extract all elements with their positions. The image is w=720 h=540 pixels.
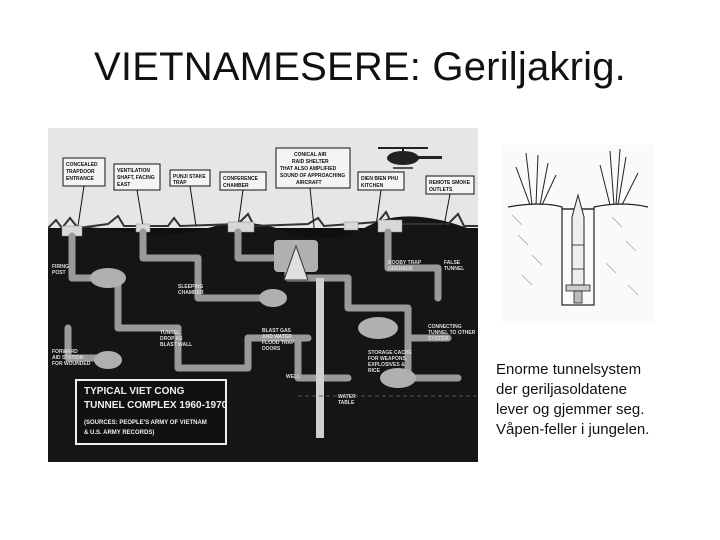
caption-line: lever og gjemmer seg. (496, 401, 645, 418)
label-tunnel-drop: TUNNEL (160, 330, 181, 336)
svg-text:AID STATION: AID STATION (52, 355, 84, 361)
caption-line: Våpen-feller i jungelen. (496, 421, 650, 438)
svg-text:TUNNEL TO OTHER: TUNNEL TO OTHER (428, 330, 476, 336)
label-firing-post: FIRING (52, 264, 69, 270)
label-forward-aid: FORWARD (52, 349, 78, 355)
svg-text:AIRCRAFT: AIRCRAFT (296, 180, 322, 186)
label-sleeping-chamber: SLEEPING (178, 284, 204, 290)
slide-title: VIETNAMESERE: Geriljakrig. (94, 45, 626, 89)
label-well: WELL (286, 374, 301, 380)
svg-text:DOORS: DOORS (262, 346, 281, 352)
slide-caption (496, 360, 706, 440)
label-booby-trap: BOOBY TRAP (388, 260, 422, 266)
svg-text:CHAMBER: CHAMBER (223, 183, 249, 189)
label-conference: CONFERENCE (223, 176, 259, 182)
svg-text:TUNNEL: TUNNEL (444, 266, 465, 272)
label-blast-gas: BLAST GAS (262, 328, 291, 334)
svg-text:CHAMBER: CHAMBER (178, 290, 204, 296)
svg-text:GRENADE: GRENADE (388, 266, 414, 272)
svg-text:EAST: EAST (117, 182, 131, 188)
tunnel-illustration (48, 128, 478, 462)
spike-trap-illustration (502, 145, 654, 323)
svg-text:RAID SHELTER: RAID SHELTER (292, 159, 329, 165)
svg-text:POST: POST (52, 270, 66, 276)
svg-text:RICE: RICE (368, 368, 380, 374)
label-dien-bien-phu: DIEN BIEN PHU (361, 176, 399, 182)
caption-line: Enorme tunnelsystem (496, 361, 642, 378)
legend-line-3: (SOURCES: PEOPLE'S ARMY OF VIETNAM (84, 420, 207, 426)
svg-text:OUTLETS: OUTLETS (429, 187, 453, 193)
svg-text:TRAPDOOR: TRAPDOOR (66, 169, 95, 175)
svg-text:TABLE: TABLE (338, 400, 355, 406)
svg-text:SOUND OF APPROACHING: SOUND OF APPROACHING (280, 173, 346, 179)
label-connecting: CONNECTING (428, 324, 462, 330)
svg-text:FOR WOUNDED: FOR WOUNDED (52, 361, 91, 367)
label-water-table: WATER (338, 394, 356, 400)
svg-text:FLOOD TRAP: FLOOD TRAP (262, 340, 295, 346)
diagram-legend (76, 380, 228, 444)
svg-text:FOR WEAPONS,: FOR WEAPONS, (368, 356, 408, 362)
svg-text:TRAP: TRAP (173, 180, 187, 186)
svg-text:KITCHEN: KITCHEN (361, 183, 384, 189)
legend-line-1: TYPICAL VIET CONG (84, 386, 185, 397)
svg-text:EXPLOSIVES &: EXPLOSIVES & (368, 362, 405, 368)
svg-text:AND WATER: AND WATER (262, 334, 292, 340)
legend-line-2: TUNNEL COMPLEX 1960-1970 (84, 400, 228, 411)
svg-text:SYSTEM: SYSTEM (428, 336, 449, 342)
legend-line-4: & U.S. ARMY RECORDS) (84, 430, 155, 436)
svg-text:DROP AS: DROP AS (160, 336, 183, 342)
tunnel-complex-diagram (48, 128, 478, 462)
svg-text:BLAST WALL: BLAST WALL (160, 342, 193, 348)
caption-line: der geriljasoldatene (496, 381, 627, 398)
svg-text:SHAFT, FACING: SHAFT, FACING (117, 175, 155, 181)
label-false-tunnel: FALSE (444, 260, 461, 266)
svg-text:THAT ALSO AMPLIFIED: THAT ALSO AMPLIFIED (280, 166, 337, 172)
label-concealed-entrance: CONCEALED (66, 162, 98, 168)
svg-text:ENTRANCE: ENTRANCE (66, 176, 94, 182)
label-punji-trap: PUNJI STAKE (173, 174, 206, 180)
label-ventilation: VENTILATION (117, 168, 150, 174)
label-storage: STORAGE CACHE (368, 350, 412, 356)
label-remote-smoke: REMOTE SMOKE (429, 180, 471, 186)
label-conical-air: CONICAL AIR (294, 152, 327, 158)
